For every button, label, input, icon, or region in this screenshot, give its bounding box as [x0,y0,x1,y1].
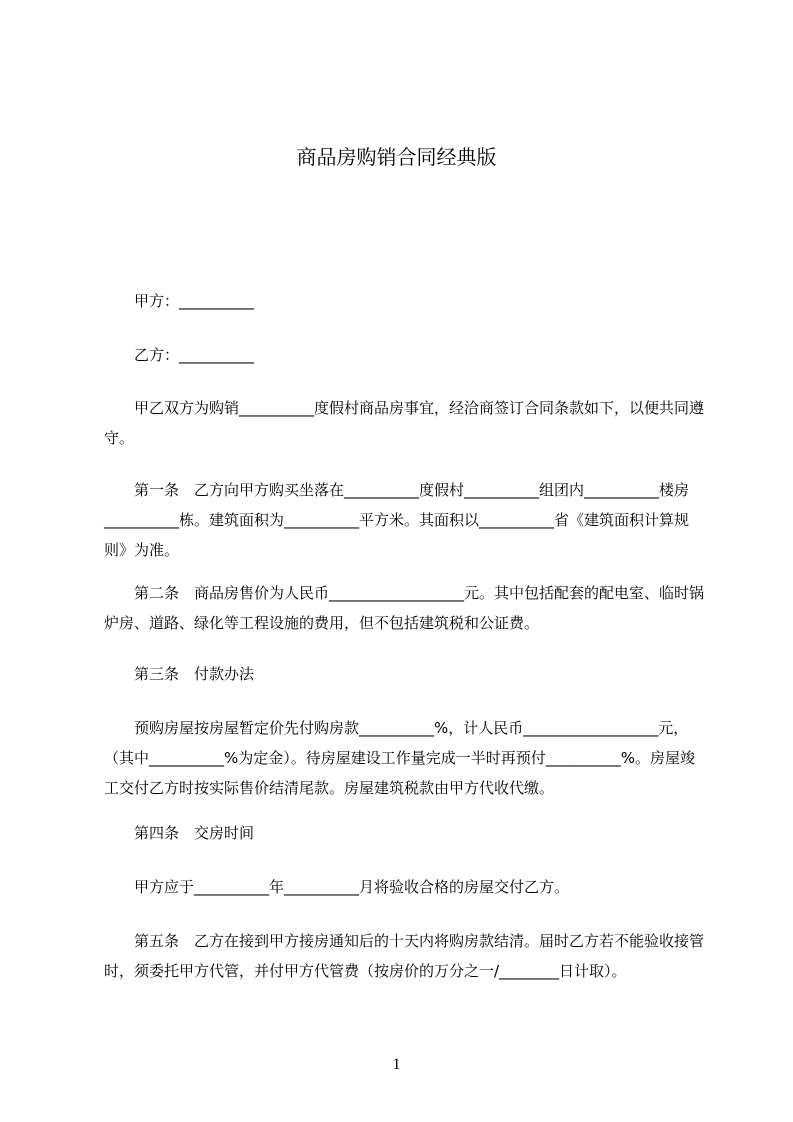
article-2: 第二条 商品房售价为人民币__________________元。其中包括配套的配电室、临时锅炉房、道路、绿化等工程设施的费用，但不包括建筑税和公证费。 [104,584,705,632]
article-5: 第五条 乙方在接到甲方接房通知后的十天内将购房款结清。届时乙方若不能验收接管时，须委托甲方代管，并付甲方代管费（按房价的万分之一/________日计取）。 [104,932,705,980]
intro-paragraph: 甲乙双方为购销__________度假村商品房事宜，经洽商签订合同条款如下，以便共同遵守。 [104,399,705,447]
party-a-line: 甲方：__________ [104,292,255,310]
document-title: 商品房购销合同经典版 [296,145,497,169]
article-3-body: 预购房屋按房屋暂定价先付购房款__________%，计人民币__________________元，（其中__________%为定金）。待房屋建设工作量完成一半时再预付__________%。房屋竣工交付乙方时按实际售价结清尾款。房屋建筑税款由甲方代收代缴。 [104,719,696,797]
party-b-line: 乙方：__________ [104,346,255,364]
article-1: 第一条 乙方向甲方购买坐落在__________度假村__________组团内__________楼房__________栋。建筑面积为__________平方米。其面积以__________省《建筑面积计算规则》为准。 [104,481,690,559]
article-3-heading: 第三条 付款办法 [104,665,255,683]
article-4-body: 甲方应于__________年__________月将验收合格的房屋交付乙方。 [104,878,570,896]
article-4-heading: 第四条 交房时间 [104,824,255,842]
page-number: 1 [392,1056,401,1073]
